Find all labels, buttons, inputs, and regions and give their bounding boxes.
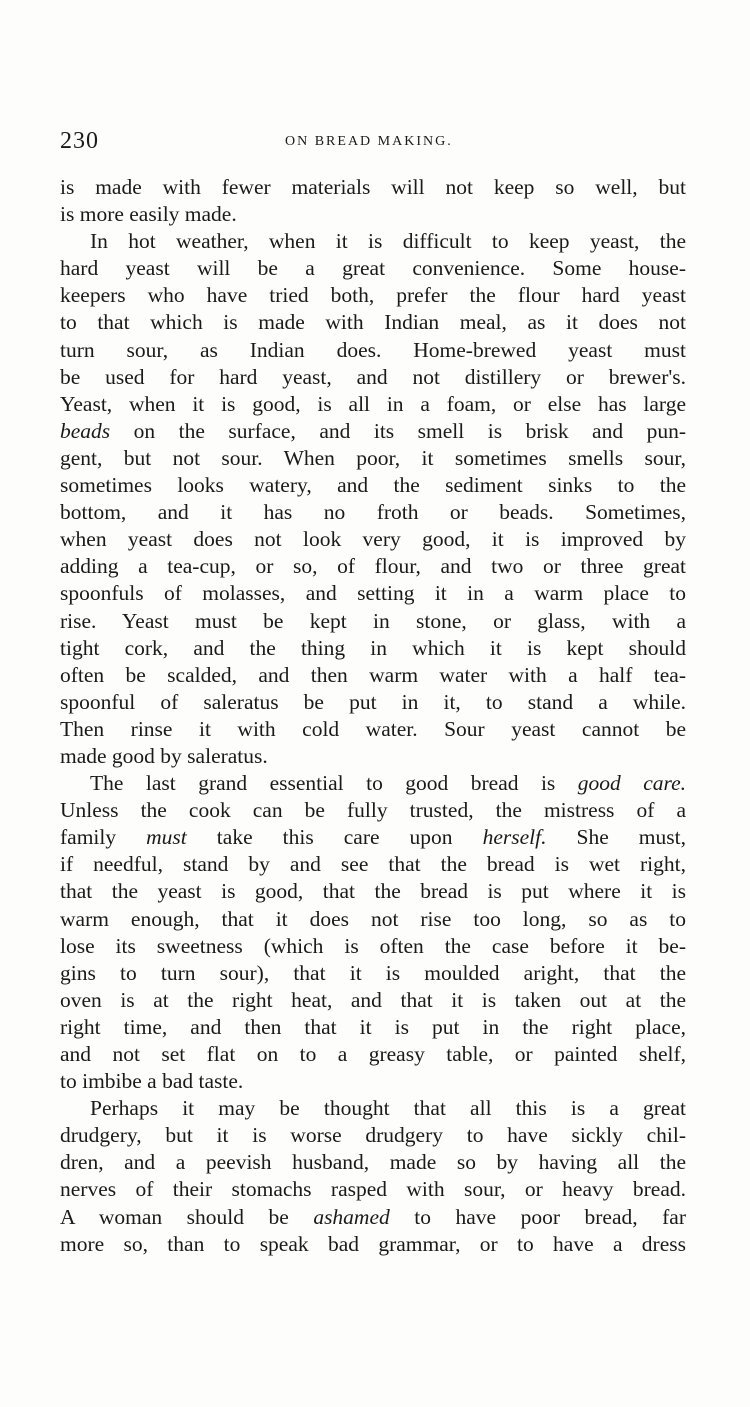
text-line (60, 770, 686, 797)
text-segment: to have poor bread, far (389, 1204, 686, 1229)
text-segment: made good by saleratus. (60, 743, 268, 768)
text-segment: be used for hard yeast, and not distillery or brewer's. (60, 364, 686, 389)
text-line (60, 228, 686, 255)
text-segment: rise. Yeast must be kept in stone, or glass, with a (60, 608, 686, 633)
text-line (60, 662, 686, 689)
text-line (60, 499, 686, 526)
text-line (60, 282, 686, 309)
text-segment: hard yeast will be a great convenience. Some house- (60, 256, 686, 281)
italic-text: herself. (482, 825, 547, 850)
text-segment: if needful, stand by and see that the bread is wet right, (60, 852, 686, 877)
text-line (60, 201, 686, 228)
text-segment: A woman should be (60, 1204, 314, 1229)
text-segment: is more easily made. (60, 202, 237, 227)
text-segment: oven is at the right heat, and that it is taken out at the (60, 987, 686, 1012)
text-segment: tight cork, and the thing in which it is kept should (60, 635, 686, 660)
text-line (60, 526, 686, 553)
text-segment: adding a tea-cup, or so, of flour, and two or three great (60, 554, 686, 579)
book-page (60, 128, 686, 1258)
text-line (60, 1041, 686, 1068)
text-segment: dren, and a peevish husband, made so by having all the (60, 1150, 686, 1175)
text-segment: spoonfuls of molasses, and setting it in a warm place to (60, 581, 686, 606)
text-line (60, 743, 686, 770)
text-segment: gins to turn sour), that it is moulded aright, that the (60, 960, 686, 985)
text-line (60, 1149, 686, 1176)
text-segment: on the surface, and its smell is brisk and pun- (110, 418, 686, 443)
text-segment: She must, (546, 825, 686, 850)
body-text (60, 174, 686, 1258)
text-line (60, 1014, 686, 1041)
text-segment: family (60, 825, 147, 850)
text-segment: to imbibe a bad taste. (60, 1069, 244, 1094)
text-segment: The last grand essential to good bread is (90, 771, 578, 796)
text-segment: spoonful of saleratus be put in it, to stand a while. (60, 689, 686, 714)
text-segment: that the yeast is good, that the bread is put where it is (60, 879, 686, 904)
text-line (60, 1231, 686, 1258)
text-segment: Then rinse it with cold water. Sour yeast cannot be (60, 716, 686, 741)
page-header (60, 128, 686, 160)
italic-text: good care. (577, 771, 687, 796)
text-segment: more so, than to speak bad grammar, or to have a dress (60, 1231, 686, 1256)
text-line (60, 445, 686, 472)
text-line (60, 1122, 686, 1149)
text-line (60, 364, 686, 391)
text-segment: nerves of their stomachs rasped with sour, or heavy bread. (60, 1177, 686, 1202)
text-line (60, 824, 686, 851)
text-segment: sometimes looks watery, and the sediment sinks to the (60, 473, 686, 498)
text-segment: drudgery, but it is worse drudgery to have sickly chil- (60, 1123, 686, 1148)
text-line (60, 1204, 686, 1231)
text-line (60, 255, 686, 282)
text-line (60, 391, 686, 418)
text-segment: often be scalded, and then warm water with a half tea- (60, 662, 686, 687)
text-line (60, 689, 686, 716)
text-segment: turn sour, as Indian does. Home-brewed yeast must (60, 337, 686, 362)
text-line (60, 987, 686, 1014)
text-line (60, 635, 686, 662)
text-line (60, 716, 686, 743)
text-segment: to that which is made with Indian meal, as it does not (60, 310, 686, 335)
text-line (60, 580, 686, 607)
text-segment: gent, but not sour. When poor, it sometimes smells sour, (60, 445, 686, 470)
text-segment: keepers who have tried both, prefer the flour hard yeast (60, 283, 686, 308)
text-line (60, 933, 686, 960)
text-line (60, 1095, 686, 1122)
text-segment: warm enough, that it does not rise too long, so as to (60, 906, 686, 931)
text-segment: and not set flat on to a greasy table, or painted shelf, (60, 1042, 686, 1066)
text-segment: Yeast, when it is good, is all in a foam, or else has large (60, 391, 686, 416)
text-line (60, 1068, 686, 1095)
text-line (60, 878, 686, 905)
text-line (60, 472, 686, 499)
text-line (60, 309, 686, 336)
text-segment: Unless the cook can be fully trusted, the mistress of a (60, 798, 686, 823)
text-segment: In hot weather, when it is difficult to keep yeast, the (90, 229, 686, 254)
text-segment: bottom, and it has no froth or beads. Sometimes, (60, 500, 686, 525)
text-segment: take this care upon (186, 825, 483, 850)
text-line (60, 174, 686, 201)
text-line (60, 906, 686, 933)
running-head: ON BREAD MAKING. (285, 134, 453, 149)
text-segment: Perhaps it may be thought that all this is a great (90, 1096, 686, 1121)
text-line (60, 1176, 686, 1203)
text-segment: right time, and then that it is put in the right place, (60, 1014, 686, 1039)
italic-text: ashamed (313, 1204, 390, 1229)
italic-text: must (146, 825, 187, 850)
text-segment: lose its sweetness (which is often the case before it be- (60, 933, 686, 958)
text-line (60, 960, 686, 987)
page-number: 230 (60, 128, 99, 154)
text-segment: when yeast does not look very good, it is improved by (60, 527, 686, 552)
text-line (60, 851, 686, 878)
text-line (60, 608, 686, 635)
italic-text: beads (60, 418, 111, 443)
text-line (60, 797, 686, 824)
text-segment: is made with fewer materials will not keep so well, but (60, 175, 686, 199)
text-line (60, 553, 686, 580)
text-line (60, 337, 686, 364)
text-line (60, 418, 686, 445)
